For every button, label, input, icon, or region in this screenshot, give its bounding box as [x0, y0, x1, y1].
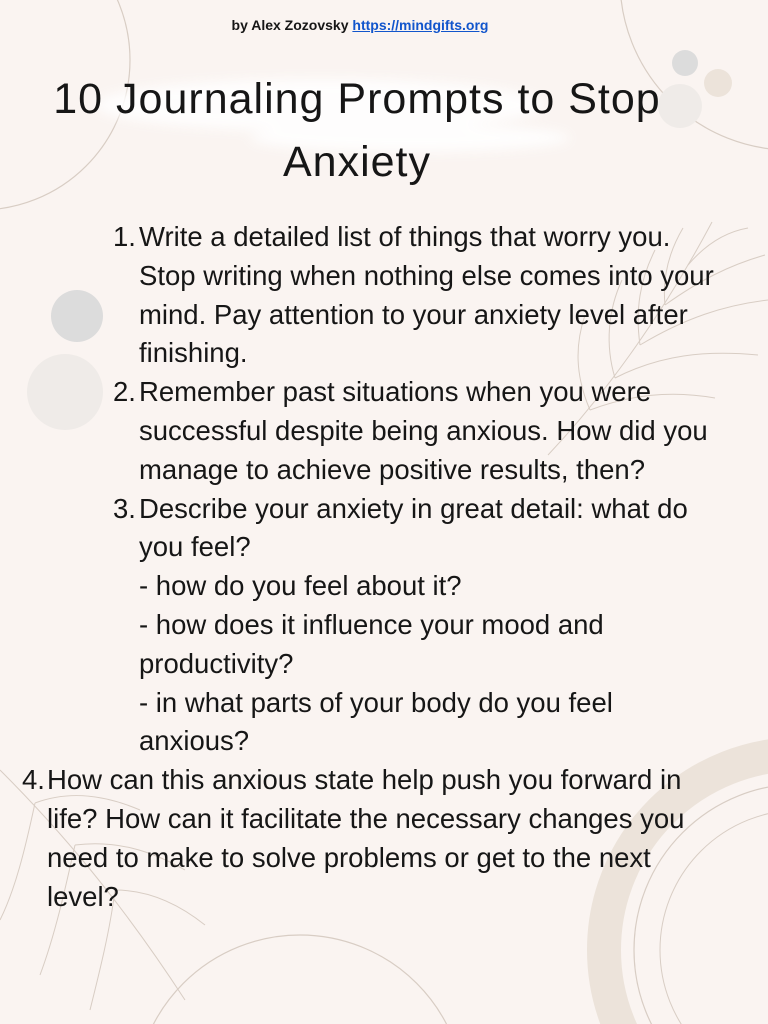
prompt-text-line: Describe your anxiety in great detail: what do: [139, 492, 688, 524]
byline-header: [0, 17, 720, 33]
prompt-number: 1.: [113, 221, 136, 252]
prompt-text-line: successful despite being anxious. How did you: [139, 414, 708, 446]
prompt-subquestion-line: - how does it influence your mood and: [139, 608, 604, 640]
title-line-2: Anxiety: [282, 138, 431, 186]
decorative-dot: [51, 290, 103, 342]
prompt-text-line: finishing.: [139, 337, 248, 369]
page-title: [0, 68, 714, 194]
prompt-text-line: Stop writing when nothing else comes into your: [139, 259, 714, 291]
prompt-number: 2.: [113, 376, 136, 408]
prompt-subquestion-line: - how do you feel about it?: [139, 570, 462, 602]
prompt-item-3: [113, 490, 688, 762]
website-link[interactable]: https://mindgifts.org: [352, 17, 489, 33]
prompt-text-line: How can this anxious state help push you forward in: [47, 764, 682, 796]
prompt-subquestion-line: productivity?: [139, 647, 294, 679]
prompt-text: [139, 218, 714, 373]
prompt-text: [47, 761, 684, 916]
decorative-dot: [27, 354, 103, 430]
prompt-subquestion-line: - in what parts of your body do you feel: [139, 686, 613, 718]
prompt-item-2: [113, 373, 708, 489]
prompt-text-line: level?: [47, 880, 119, 912]
prompt-text-line: need to make to solve problems or get to the next: [47, 841, 651, 873]
prompt-text-line: mind. Pay attention to your anxiety level after: [139, 298, 688, 330]
prompt-text-line: Write a detailed list of things that worry you.: [139, 221, 671, 252]
prompt-number: 3.: [113, 492, 136, 524]
prompt-text: [139, 373, 708, 489]
title-line-1: 10 Journaling Prompts to Stop: [53, 75, 661, 123]
decorative-arc-bottom: [135, 935, 465, 1024]
prompt-text: [139, 490, 688, 762]
author-byline: by Alex Zozovsky: [231, 17, 349, 33]
prompt-item-4: [22, 761, 684, 916]
prompt-text-line: you feel?: [139, 531, 251, 563]
prompt-number: 4.: [22, 764, 45, 796]
prompt-item-1: [113, 218, 714, 373]
prompt-subquestion-line: anxious?: [139, 725, 250, 757]
prompt-text-line: Remember past situations when you were: [139, 376, 652, 408]
prompt-text-line: life? How can it facilitate the necessary changes you: [47, 802, 685, 834]
prompt-text-line: manage to achieve positive results, then?: [139, 453, 645, 485]
